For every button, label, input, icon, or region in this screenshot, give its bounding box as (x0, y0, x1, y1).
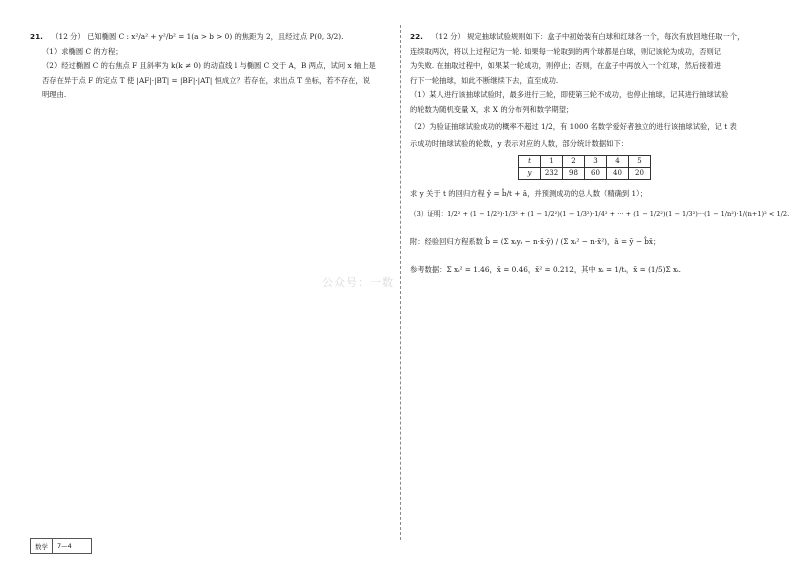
statistics-table (518, 155, 651, 180)
q22-part1-line1: （1）某人进行该抽球试验时，最多进行三轮，即使第三轮不成功，也停止抽球，记其进行抽球试验 (410, 90, 729, 99)
q22-appendix: 附：经验回归方程系数 b̂ = (Σ xᵢyᵢ − n·x̄·ȳ) / (Σ xᵢ² − n·x̄²)，â = ȳ − b̂x̄； (410, 236, 661, 246)
table-row-y (519, 167, 651, 179)
table-row-t (519, 155, 651, 167)
q22-text-1: 规定抽球试验规则如下：盒子中初始装有白球和红球各一个，每次有放回地任取一个， (467, 32, 745, 41)
q22-score: （12 分） (431, 32, 465, 41)
table-cell: 4 (607, 155, 629, 167)
q22-part2-line2: 示成功时抽球试验的轮数，y 表示对应的人数，部分统计数据如下： (410, 139, 629, 148)
table-cell: 60 (585, 167, 607, 179)
table-cell: 98 (563, 167, 585, 179)
q22-number: 22. (410, 32, 423, 41)
q22-part1-line2: 的轮数为随机变量 X，求 X 的分布列和数学期望； (410, 104, 574, 114)
q21-stem-line (30, 30, 390, 45)
q22-line4: 行下一轮抽球，如此不断继续下去，直至成功. (410, 75, 559, 85)
question-21 (30, 30, 390, 103)
q22-line3: 为失败. 在抽取过程中，如果某一轮成功，则停止；否则，在盒子中再放入一个红球，然后接着进 (410, 61, 722, 70)
table-cell: 3 (585, 155, 607, 167)
q22-reference: 参考数据：Σ xᵢ² = 1.46，x̄ = 0.46，x̄² = 0.212，其中 xᵢ = 1/tᵢ，x̄ = (1/5)Σ xᵢ. (410, 264, 681, 274)
page-footer (30, 538, 92, 554)
q21-part2-line3: 明理由. (42, 90, 67, 99)
q22-line1 (410, 30, 770, 45)
table-header-t: t (519, 155, 541, 167)
q21-stem: 已知椭圆 C : x²/a² + y²/b² = 1(a > b > 0) 的焦距为 2，且经过点 P(0, 3/2). (87, 32, 344, 41)
q21-part2-line1: （2）经过椭圆 C 的右焦点 F 且斜率为 k(k ≠ 0) 的动直线 l 与椭圆 C 交于 A，B 两点，试问 x 轴上是 (42, 61, 376, 70)
q22-part2-line1: （2）为验证抽球试验成功的概率不超过 1/2，有 1000 名数学爱好者独立的进行该抽球试验，记 t 表 (410, 122, 737, 131)
q21-score: （12 分） (51, 32, 85, 41)
table-cell: 232 (541, 167, 563, 179)
column-divider (400, 25, 401, 540)
table-cell: 2 (563, 155, 585, 167)
table-header-y: y (519, 167, 541, 179)
q22-regression-line: 求 y 关于 t 的回归方程 ŷ = b̂/t + â，并预测成功的总人数（精确到 1）； (410, 188, 648, 198)
q22-line2: 连续取两次，将以上过程记为一轮. 如果每一轮取到的两个球都是白球，则记该轮为成功，否则记 (410, 46, 722, 56)
watermark-text: 公众号：一数 (322, 276, 394, 289)
q22-part3: （3）证明：1/2² + (1 − 1/2²)·1/3² + (1 − 1/2²)(1 − 1/3²)·1/4² + ··· + (1 − 1/2²)(1 − 1/3²)···(1 − 1/n²)·1/(n+1)² < 1/2. (410, 209, 790, 218)
footer-subject: 数学 (35, 542, 48, 551)
table-cell: 5 (629, 155, 651, 167)
q21-part2-line2: 否存在异于点 F 的定点 T 使 |AF|·|BT| = |BF|·|AT| 恒成立？若存在，求出点 T 坐标，若不存在，说 (42, 75, 371, 85)
q21-part1: （1）求椭圆 C 的方程； (42, 46, 123, 56)
table-cell: 20 (629, 167, 651, 179)
table-cell: 40 (607, 167, 629, 179)
question-22 (410, 30, 790, 280)
table-cell: 1 (541, 155, 563, 167)
footer-page-number: 7—4 (57, 542, 72, 550)
q21-number: 21. (30, 32, 43, 41)
